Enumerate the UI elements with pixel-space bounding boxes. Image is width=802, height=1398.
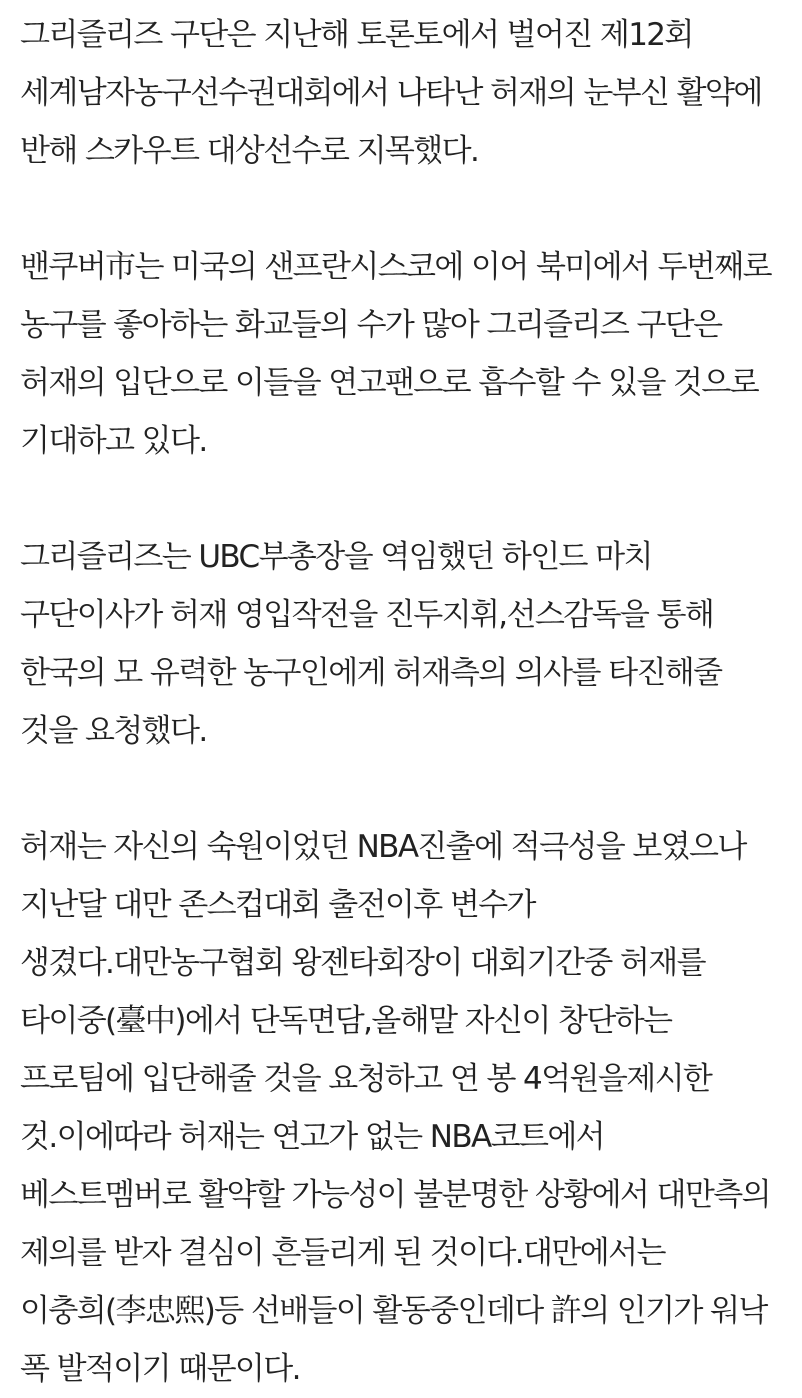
paragraph-gap [20,760,800,818]
paragraph-gap [20,470,800,528]
paragraph-gap [20,180,800,238]
text-line: 세계남자농구선수권대회에서 나타난 허재의 눈부신 활약에 [20,75,762,111]
text-line: 그리즐리즈 구단은 지난해 토론토에서 벌어진 제12회 [20,17,693,53]
text-line: 구단이사가 허재 영입작전을 진두지휘,선스감독을 통해 [20,597,714,633]
text-line: 것을 요청했다. [20,713,207,749]
paragraph-2 [20,238,800,470]
text-line: 폭 발적이기 때문이다. [20,1351,300,1387]
text-line: 지난달 대만 존스컵대회 출전이후 변수가 [20,887,535,923]
text-line: 허재의 입단으로 이들을 연고팬으로 흡수할 수 있을 것으로 [20,365,759,401]
text-line: 밴쿠버市는 미국의 샌프란시스코에 이어 북미에서 두번째로 [20,249,771,285]
text-line: 그리즐리즈는 UBC부총장을 역임했던 하인드 마치 [20,539,652,575]
paragraph-4 [20,818,800,1398]
text-line: 생겼다.대만농구협회 왕젠타회장이 대회기간중 허재를 [20,945,705,981]
text-line: 것.이에따라 허재는 연고가 없는 NBA코트에서 [20,1119,605,1155]
text-line: 농구를 좋아하는 화교들의 수가 많아 그리즐리즈 구단은 [20,307,722,343]
text-line: 프로팀에 입단해줄 것을 요청하고 연 봉 4억원을제시한 [20,1061,712,1097]
text-line: 베스트멤버로 활약할 가능성이 불분명한 상황에서 대만측의 [20,1177,770,1213]
paragraph-3 [20,528,800,760]
text-line: 타이중(臺中)에서 단독면담,올해말 자신이 창단하는 [20,1003,672,1039]
text-line: 이충희(李忠熙)등 선배들이 활동중인데다 許의 인기가 워낙 [20,1293,767,1329]
article-body [20,6,800,1398]
text-line: 기대하고 있다. [20,423,207,459]
text-line: 반해 스카우트 대상선수로 지목했다. [20,133,479,169]
text-line: 한국의 모 유력한 농구인에게 허재측의 의사를 타진해줄 [20,655,722,691]
text-line: 허재는 자신의 숙원이었던 NBA진출에 적극성을 보였으나 [20,829,746,865]
text-line: 제의를 받자 결심이 흔들리게 된 것이다.대만에서는 [20,1235,665,1271]
paragraph-1 [20,6,800,180]
